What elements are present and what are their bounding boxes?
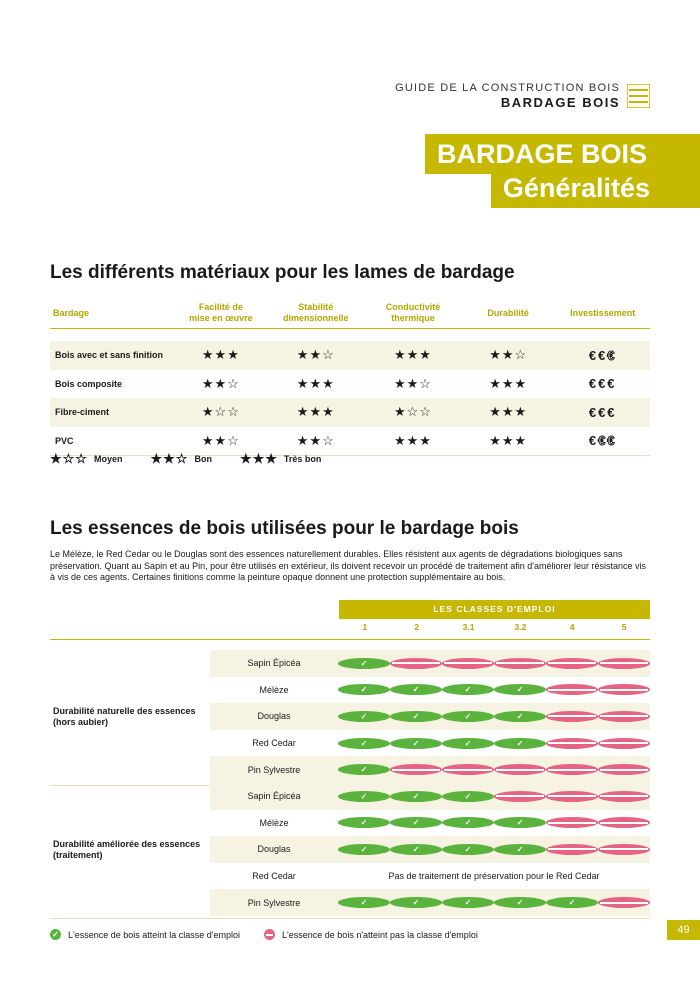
no-entry-icon <box>264 929 275 940</box>
table-row <box>210 863 650 890</box>
table-row <box>50 398 650 427</box>
check-icon: ✓ <box>338 817 390 828</box>
class-label: 4 <box>569 622 575 632</box>
materials-table <box>50 298 650 456</box>
no-entry-icon <box>442 764 494 775</box>
legend-item <box>50 451 122 467</box>
rating-stars-icon: ★★★ <box>365 341 461 370</box>
class-label: 1 <box>362 622 368 632</box>
no-entry-icon <box>442 658 494 669</box>
no-entry-icon <box>598 738 650 749</box>
no-entry-icon <box>598 684 650 695</box>
no-entry-icon <box>598 658 650 669</box>
rating-stars-icon: ★★☆ <box>267 341 365 370</box>
class-label: 2 <box>414 622 420 632</box>
species-name: Sapin Épicéa <box>247 658 301 669</box>
check-icon: ✓ <box>338 897 390 908</box>
euro-icon: € <box>588 433 599 449</box>
euro-icon: € <box>588 376 599 392</box>
species-name: Red Cedar <box>252 871 296 882</box>
table-row <box>210 836 650 863</box>
check-icon: ✓ <box>390 844 442 855</box>
check-icon: ✓ <box>494 711 546 722</box>
divider <box>50 918 650 919</box>
page-title-sub: Généralités <box>491 172 700 208</box>
no-entry-icon <box>598 817 650 828</box>
investment-euros <box>555 398 650 427</box>
check-icon: ✓ <box>390 817 442 828</box>
class-label: 3.2 <box>514 622 527 632</box>
legend-label: Moyen <box>93 454 123 464</box>
check-icon: ✓ <box>338 711 390 722</box>
guide-title: GUIDE DE LA CONSTRUCTION BOIS <box>395 82 620 94</box>
rating-stars-icon: ★★☆ <box>150 451 189 466</box>
classes-header: LES CLASSES D'EMPLOI <box>339 600 650 619</box>
check-icon: ✓ <box>546 897 598 908</box>
check-icon: ✓ <box>390 711 442 722</box>
legend-label: L'essence de bois n'atteint pas la classe d'emploi <box>282 929 478 940</box>
check-icon: ✓ <box>338 844 390 855</box>
euro-icon: € <box>588 404 599 420</box>
no-entry-icon <box>390 764 442 775</box>
group-label: Durabilité améliorée des essences (traitement) <box>53 838 201 860</box>
no-entry-icon <box>390 658 442 669</box>
legend-item <box>150 451 211 467</box>
rating-stars-icon: ★★☆ <box>267 427 365 456</box>
euro-icon: € <box>607 404 617 420</box>
euro-icon: € <box>598 347 608 363</box>
rating-stars-icon: ★★★ <box>267 398 365 427</box>
check-icon: ✓ <box>50 929 61 940</box>
species-name: Pin Sylvestre <box>247 897 301 908</box>
no-entry-icon <box>546 684 598 695</box>
species-name: Mélèze <box>259 817 289 828</box>
legend-item <box>264 929 478 940</box>
species-name: Pin Sylvestre <box>247 764 301 775</box>
euro-icon: € <box>607 376 617 392</box>
no-entry-icon <box>546 738 598 749</box>
species-note: Pas de traitement de préservation pour le Red Cedar <box>388 871 600 882</box>
species-legend <box>50 929 502 940</box>
table-row <box>210 703 650 730</box>
species-paragraph: Le Mélèze, le Red Cedar ou le Douglas sont des essences naturellement durables. Elles résistent aux agents de dégradations biologiques sans préservation. Quant au Sapin et au Pin, pour être utilisés en extérieur, ils doivent recevoir un procédé de traitement afin d'améliorer leur résistance vis à vis de ces agents. Certaines finitions comme la peinture opaque donnent une protection supplémentaire au bois. <box>50 549 647 582</box>
legend-label: Bon <box>194 454 212 464</box>
no-entry-icon <box>494 791 546 802</box>
euro-icon: € <box>588 347 599 363</box>
table-row <box>210 783 650 810</box>
check-icon: ✓ <box>442 817 494 828</box>
investment-euros <box>555 427 650 456</box>
legend-label: L'essence de bois atteint la classe d'emploi <box>68 929 241 940</box>
group-label: Durabilité naturelle des essences (hors aubier) <box>53 705 196 727</box>
rating-stars-icon: ★★★ <box>296 375 335 391</box>
material-name: Fibre-ciment <box>50 398 175 427</box>
check-icon: ✓ <box>390 791 442 802</box>
material-name: Bois composite <box>55 378 123 389</box>
col-header: Facilité de mise en œuvre <box>175 298 266 329</box>
material-name: PVC <box>50 427 175 456</box>
rating-stars-icon: ★★★ <box>239 451 278 466</box>
euro-icon: € <box>607 433 617 449</box>
table-row <box>210 756 650 783</box>
no-entry-icon <box>546 791 598 802</box>
investment-euros <box>555 341 650 370</box>
species-name: Douglas <box>257 844 291 855</box>
euro-icon: € <box>598 433 608 449</box>
table-row <box>210 730 650 757</box>
no-entry-icon <box>546 658 598 669</box>
table-row <box>50 341 650 370</box>
species-name: Sapin Épicéa <box>247 791 301 802</box>
no-entry-icon <box>546 844 598 855</box>
no-entry-icon <box>494 764 546 775</box>
col-header: Durabilité <box>461 298 555 329</box>
check-icon: ✓ <box>494 738 546 749</box>
divider <box>50 639 650 640</box>
species-name: Red Cedar <box>252 738 296 749</box>
rating-stars-icon: ★★☆ <box>461 341 555 370</box>
table-row <box>210 810 650 837</box>
legend-item <box>240 451 321 467</box>
check-icon: ✓ <box>494 684 546 695</box>
check-icon: ✓ <box>338 658 390 669</box>
species-name: Mélèze <box>259 684 289 695</box>
rating-stars-icon: ★☆☆ <box>175 398 266 427</box>
rating-stars-icon: ★★☆ <box>201 375 240 391</box>
check-icon: ✓ <box>494 897 546 908</box>
species-name: Douglas <box>257 711 291 722</box>
rating-stars-icon: ★★☆ <box>394 375 432 391</box>
no-entry-icon <box>598 897 650 908</box>
check-icon: ✓ <box>442 844 494 855</box>
check-icon: ✓ <box>390 897 442 908</box>
no-entry-icon <box>494 658 546 669</box>
rating-stars-icon: ★★☆ <box>175 427 266 456</box>
classes-row <box>339 622 650 632</box>
euro-icon: € <box>598 404 608 420</box>
table-row <box>210 889 650 916</box>
check-icon: ✓ <box>338 764 390 775</box>
check-icon: ✓ <box>442 897 494 908</box>
rating-stars-icon: ★☆☆ <box>365 398 461 427</box>
no-entry-icon <box>598 844 650 855</box>
stars-legend <box>50 451 349 467</box>
wood-planks-icon <box>627 84 650 108</box>
no-entry-icon <box>598 791 650 802</box>
no-entry-icon <box>598 711 650 722</box>
rating-stars-icon: ★☆☆ <box>50 451 88 466</box>
material-name: Bois avec et sans finition <box>50 341 175 370</box>
check-icon: ✓ <box>494 844 546 855</box>
rating-stars-icon: ★★★ <box>461 427 555 456</box>
investment-euros <box>555 370 650 399</box>
section-title: BARDAGE BOIS <box>500 95 620 110</box>
class-label: 5 <box>621 622 627 632</box>
page-number: 49 <box>667 920 700 940</box>
rating-stars-icon: ★★★ <box>365 427 461 456</box>
col-header: Conductivité thermique <box>365 298 461 329</box>
no-entry-icon <box>598 764 650 775</box>
euro-icon: € <box>607 347 617 363</box>
rating-stars-icon: ★★★ <box>461 398 555 427</box>
check-icon: ✓ <box>338 791 390 802</box>
table-row <box>210 650 650 677</box>
no-entry-icon <box>546 764 598 775</box>
table-row <box>210 677 650 704</box>
check-icon: ✓ <box>338 684 390 695</box>
check-icon: ✓ <box>442 791 494 802</box>
materials-heading: Les différents matériaux pour les lames de bardage <box>50 262 515 283</box>
check-icon: ✓ <box>442 711 494 722</box>
legend-label: Très bon <box>283 454 322 464</box>
check-icon: ✓ <box>442 738 494 749</box>
table-row <box>50 370 650 399</box>
check-icon: ✓ <box>338 738 390 749</box>
no-entry-icon <box>546 711 598 722</box>
col-header: Investissement <box>555 298 650 329</box>
col-header: Bardage <box>50 298 175 329</box>
class-label: 3.1 <box>462 622 475 632</box>
page-title-main: BARDAGE BOIS <box>425 134 700 174</box>
no-entry-icon <box>546 817 598 828</box>
rating-stars-icon: ★★★ <box>489 375 528 391</box>
col-header: Stabilité dimensionnelle <box>267 298 365 329</box>
check-icon: ✓ <box>390 738 442 749</box>
check-icon: ✓ <box>442 684 494 695</box>
species-heading: Les essences de bois utilisées pour le bardage bois <box>50 518 519 539</box>
check-icon: ✓ <box>494 817 546 828</box>
check-icon: ✓ <box>390 684 442 695</box>
rating-stars-icon: ★★★ <box>175 341 266 370</box>
legend-item <box>50 929 240 940</box>
euro-icon: € <box>598 376 608 392</box>
